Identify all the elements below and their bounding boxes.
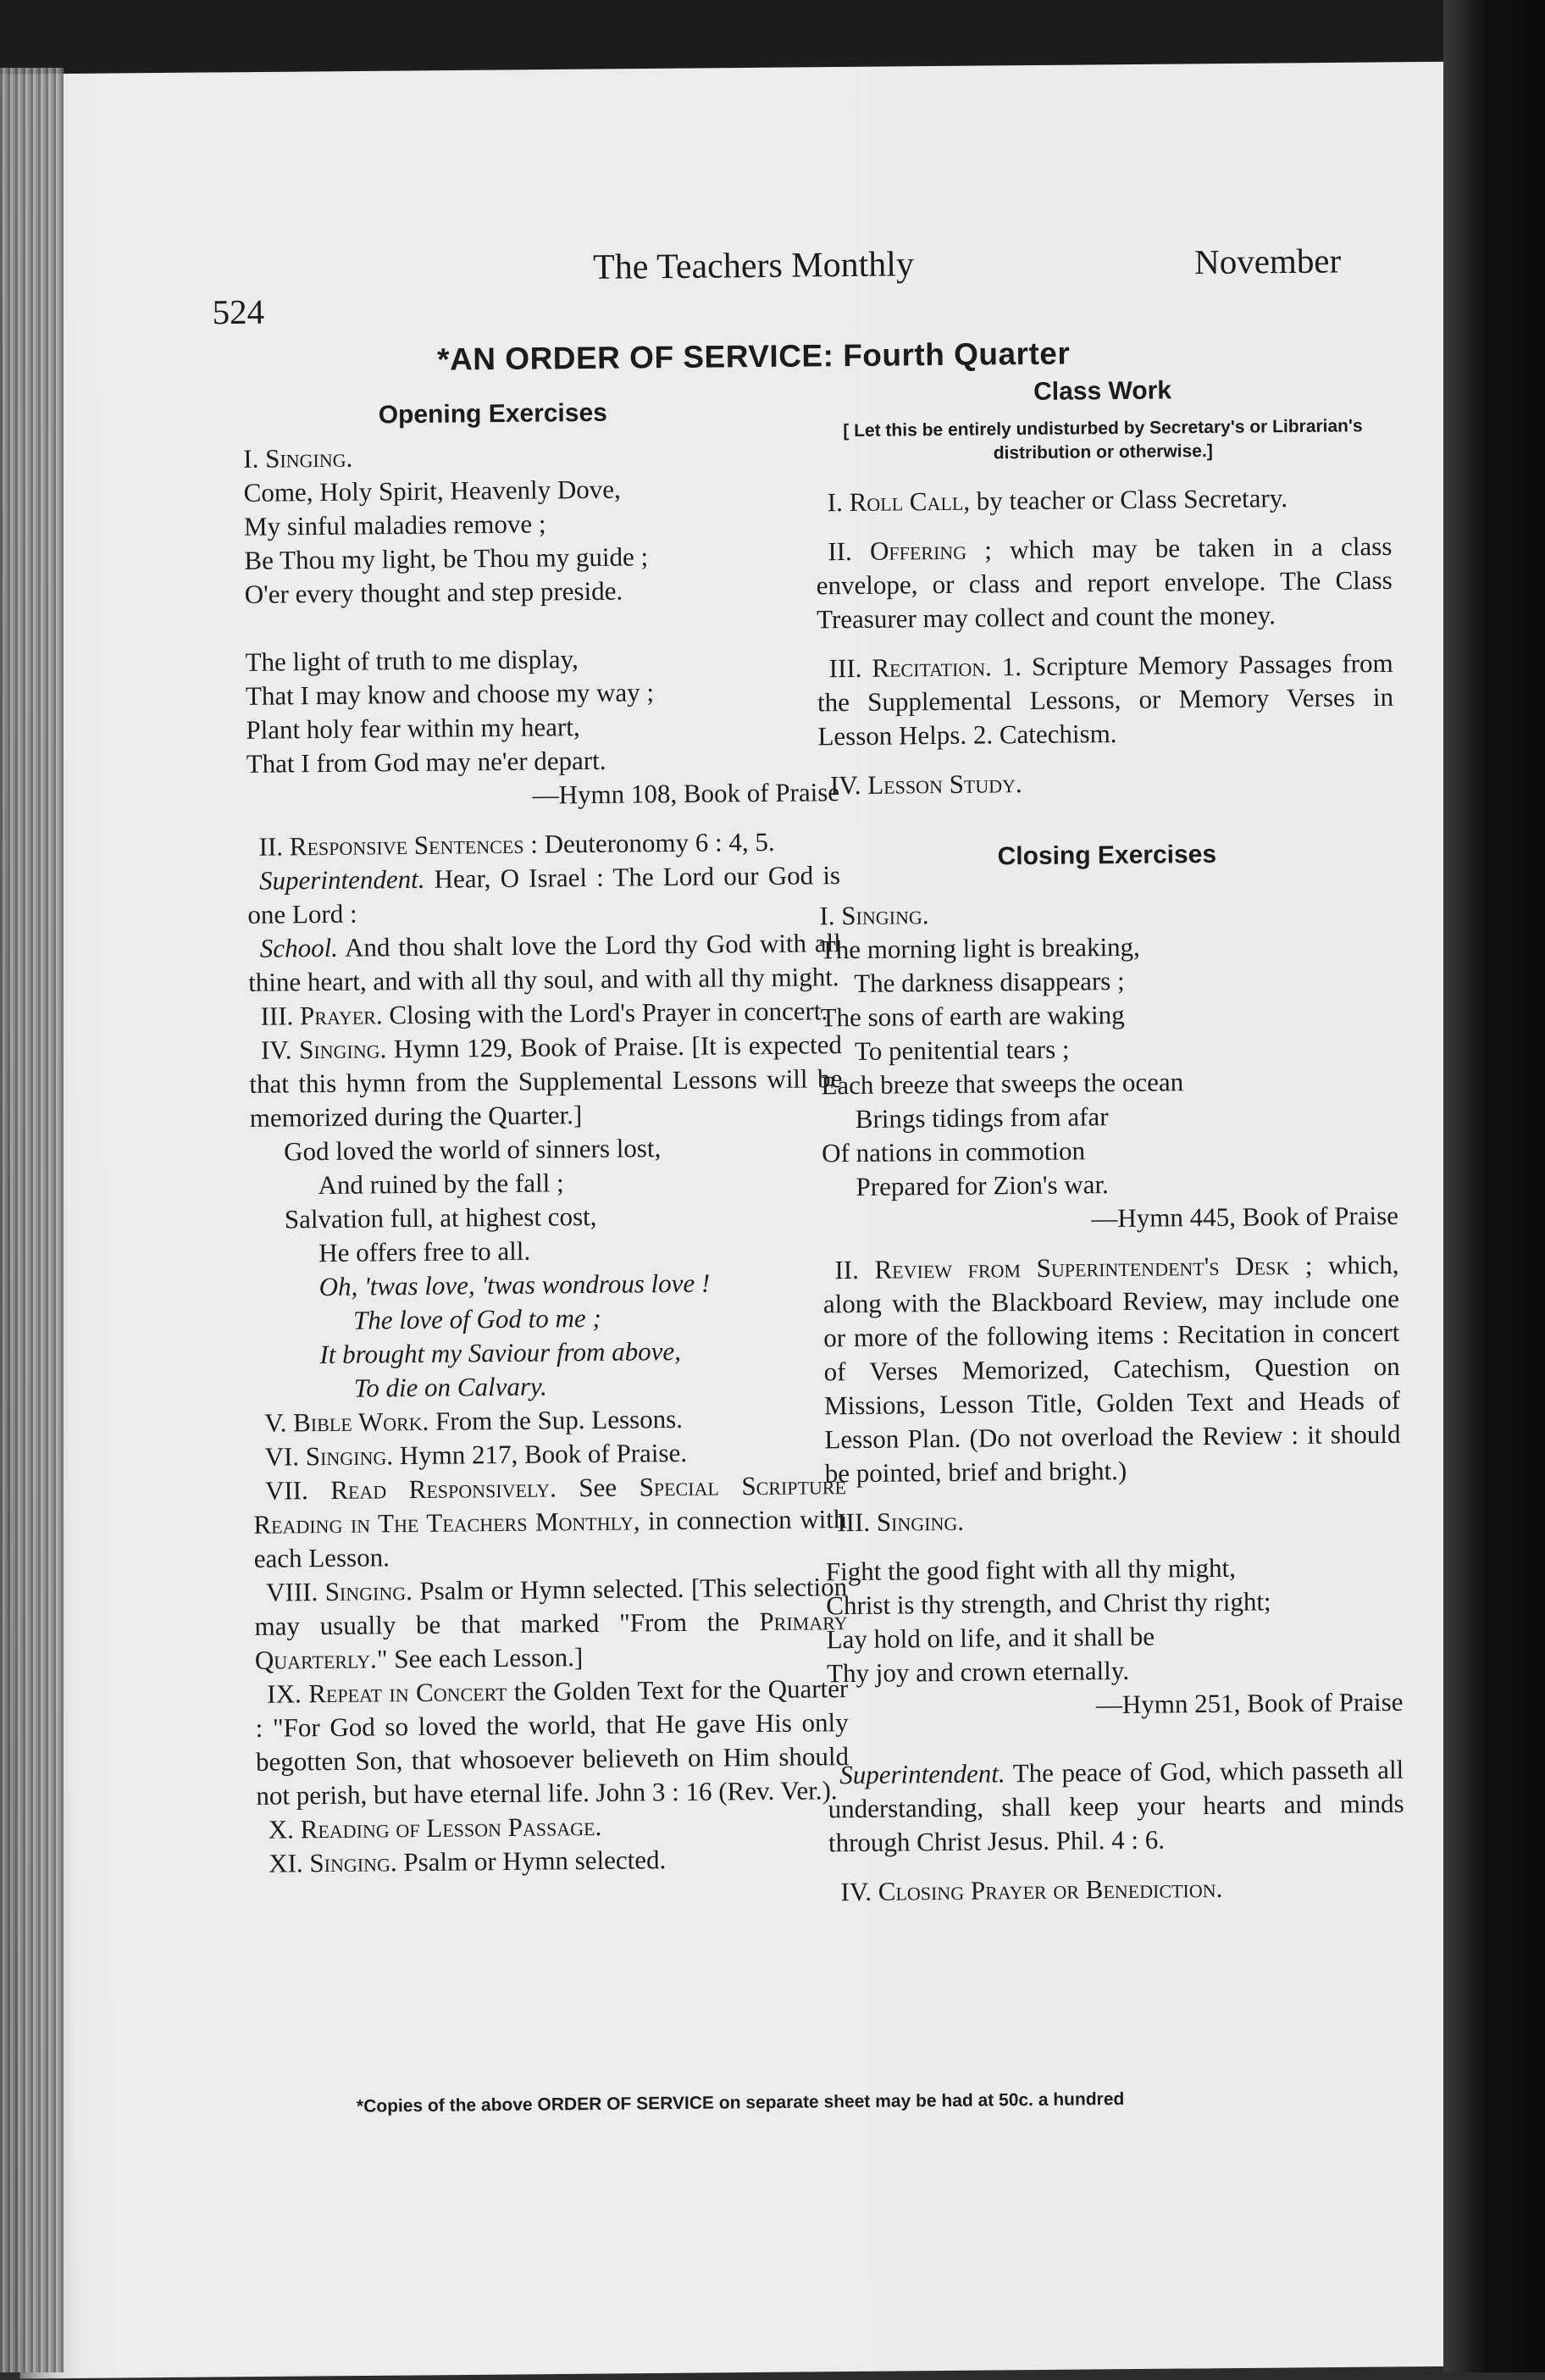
superintendent-line (247, 858, 841, 932)
roll-call-label: I. Roll Call, (827, 485, 971, 518)
verse-line: Brings tidings from afar (855, 1101, 1109, 1134)
singing-11-text: Psalm or Hymn selected. (403, 1845, 667, 1878)
school-label: School. (259, 932, 339, 963)
hymn-citation: —Hymn 108, Book of Praise (532, 777, 840, 810)
verse-line: The morning light is breaking, (819, 931, 1141, 965)
verse-line: He offers free to all. (318, 1235, 531, 1268)
bible-work-item (252, 1401, 845, 1440)
singing-8-text-pre: Psalm or Hymn selected. [This selection may usually be that marked "From the (254, 1572, 848, 1641)
singing-8-ref: Primary Quarterly. (254, 1606, 848, 1675)
closing-singing-label: I. Singing. (819, 900, 929, 931)
chorus-line: To die on Calvary. (353, 1371, 547, 1403)
running-title: The Teachers Monthly (592, 245, 915, 287)
recitation-label: III. Recitation. (828, 652, 993, 684)
verse-line: Prepared for Zion's war. (856, 1169, 1110, 1201)
review-label: II. Review from Superintendent's Desk ; (834, 1250, 1313, 1285)
verse-line: Lay hold on life, and it shall be (826, 1621, 1155, 1655)
verse-line: The light of truth to me display, (245, 644, 579, 677)
singing-4-text: Hymn 129, Book of Praise. [It is expected that this hymn from the Supplemental Lessons will be memorized during the Quarter.] (249, 1029, 843, 1133)
verse-line: The darkness disappears ; (854, 965, 1125, 998)
verse-line: Salvation full, at highest cost, (284, 1201, 597, 1234)
offering-text: which may be taken in a class envelope, or class and report envelope. The Class Treasurer may collect and count the money. (816, 530, 1393, 635)
superintendent-text: Hear, O Israel : The Lord our God is one Lord : (247, 860, 841, 929)
verse-line: Plant holy fear within my heart, (246, 712, 580, 745)
verse-line: Each breeze that sweeps the ocean (821, 1067, 1184, 1101)
lesson-study-item: IV. Lesson Study. (829, 768, 1022, 801)
page-number: 524 (212, 291, 265, 332)
verse-line: Fight the good fight with all thy might, (825, 1552, 1237, 1587)
verse-line: And ruined by the fall ; (318, 1168, 564, 1201)
footer-note: *Copies of the above ORDER OF SERVICE on separate sheet may be had at 50c. a hundred (356, 2089, 1125, 2116)
read-text-pre: See (579, 1472, 617, 1503)
read-text-ref: Special Scripture Reading in The Teachers Monthly, (253, 1470, 847, 1540)
verse-line: My sinful maladies remove ; (243, 508, 546, 541)
singing-item-8 (254, 1570, 848, 1678)
roll-call-text: by teacher or Class Secretary. (976, 483, 1288, 516)
verse-line: The sons of earth are waking (820, 999, 1125, 1033)
singing-8-text-post: " See each Lesson.] (376, 1642, 584, 1674)
offering-label: II. Offering ; (828, 535, 993, 567)
bible-work-text: From the Sup. Lessons. (435, 1403, 684, 1436)
left-column (243, 389, 850, 1881)
singing-item-11 (257, 1841, 850, 1881)
opening-singing-label: I. Singing. (243, 442, 353, 474)
hymn-citation: —Hymn 251, Book of Praise (1095, 1686, 1404, 1720)
chorus-line: The love of God to me ; (352, 1302, 601, 1335)
chorus-line: It brought my Saviour from above, (319, 1335, 682, 1370)
read-responsively-item (253, 1468, 847, 1576)
class-work-note: [ Let this be entirely undisturbed by Secretary's or Librarian's distribution or otherwise.] (843, 416, 1363, 463)
verse-line: That I may know and choose my way ; (245, 677, 655, 711)
verse-line: God loved the world of sinners lost, (283, 1133, 662, 1167)
closing-singing-3-label: III. Singing. (837, 1506, 965, 1538)
singing-11-label: XI. Singing. (269, 1847, 397, 1878)
school-line (248, 926, 842, 1000)
closing-superintendent-text: The peace of God, which passeth all understanding, shall keep your hearts and minds through Christ Jesus. Phil. 4 : 6. (828, 1754, 1404, 1858)
verse-line: Thy joy and crown eternally. (826, 1655, 1130, 1689)
opening-hymn-1 (243, 470, 839, 815)
offering-item (816, 530, 1393, 637)
chorus-line: Oh, 'twas love, 'twas wondrous love ! (318, 1268, 711, 1302)
verse-line: O'er every thought and step preside. (244, 575, 623, 609)
responsive-label: II. Responsive Sentences : (258, 829, 539, 862)
repeat-in-concert-item (255, 1672, 850, 1813)
verse-line: To penitential tears ; (854, 1034, 1070, 1066)
review-text: which, along with the Blackboard Review, may include one or more of the following items : Recitation in concert of Verses Memorized, Catechism, Question on Missions, Lesson Title, Golden Text and Heads of Lesson Plan. (Do not overload the Review : it should be pointed, brief and bright.) (822, 1249, 1401, 1489)
hymn-citation: —Hymn 445, Book of Praise (1091, 1200, 1399, 1234)
superintendent-label: Superintendent. (258, 863, 425, 896)
review-item (822, 1248, 1401, 1491)
verse-line: Be Thou my light, be Thou my guide ; (244, 541, 649, 575)
opening-heading: Opening Exercises (378, 398, 608, 430)
recitation-item (817, 646, 1394, 754)
prayer-text: Closing with the Lord's Prayer in concert. (389, 996, 828, 1030)
right-column (814, 367, 1404, 1909)
benediction-item: IV. Closing Prayer or Benediction. (840, 1872, 1223, 1907)
bible-work-label: V. Bible Work. (264, 1406, 429, 1438)
school-text: And thou shalt love the Lord thy God with all thine heart, and with all thy soul, and with all thy might. (248, 928, 841, 997)
repeat-label: IX. Repeat in Concert (267, 1676, 507, 1709)
closing-hymn-1 (820, 928, 1398, 1239)
singing-item-4 (249, 1028, 843, 1135)
singing-6-label: VI. Singing. (264, 1440, 394, 1472)
main-title: *AN ORDER OF SERVICE: Fourth Quarter (436, 336, 1071, 377)
responsive-ref: Deuteronomy 6 : 4, 5. (544, 826, 775, 859)
closing-superintendent (828, 1753, 1404, 1861)
verse-line: Of nations in commotion (822, 1135, 1086, 1168)
verse-line: Christ is thy strength, and Christ thy right; (826, 1586, 1271, 1621)
read-responsively-label: VII. Read Responsively. (264, 1473, 557, 1506)
closing-hymn-2 (826, 1550, 1404, 1725)
prayer-item (248, 994, 841, 1034)
closing-heading: Closing Exercises (997, 840, 1217, 871)
roll-call-item (816, 480, 1392, 520)
singing-6-text: Hymn 217, Book of Praise. (399, 1437, 688, 1471)
reading-item: X. Reading of Lesson Passage. (268, 1811, 602, 1845)
singing-4-label: IV. Singing. (260, 1034, 387, 1065)
verse-line: Come, Holy Spirit, Heavenly Dove, (243, 474, 621, 508)
recitation-text: 1. Scripture Memory Passages from the Supplemental Lessons, or Memory Verses in Lesson Helps. 2. Catechism. (817, 647, 1394, 752)
running-month: November (1193, 241, 1342, 282)
closing-superintendent-label: Superintendent. (839, 1758, 1005, 1790)
opening-hymn-2 (250, 1129, 845, 1406)
class-work-heading: Class Work (1033, 376, 1172, 406)
verse-line: That I from God may ne'er depart. (246, 745, 606, 779)
read-text-post: in connection with each Lesson. (253, 1504, 847, 1573)
singing-8-label: VIII. Singing. (265, 1576, 413, 1607)
responsive-sentences (246, 824, 839, 864)
singing-item-6 (252, 1434, 845, 1474)
prayer-label: III. Prayer. (260, 1000, 383, 1031)
repeat-text: the Golden Text for the Quarter : "For God so loved the world, that He gave His only begotten Son, that whosoever believeth on Him should not perish, but have eternal life. John 3 : 16 (Rev. Ver.). (255, 1673, 850, 1811)
